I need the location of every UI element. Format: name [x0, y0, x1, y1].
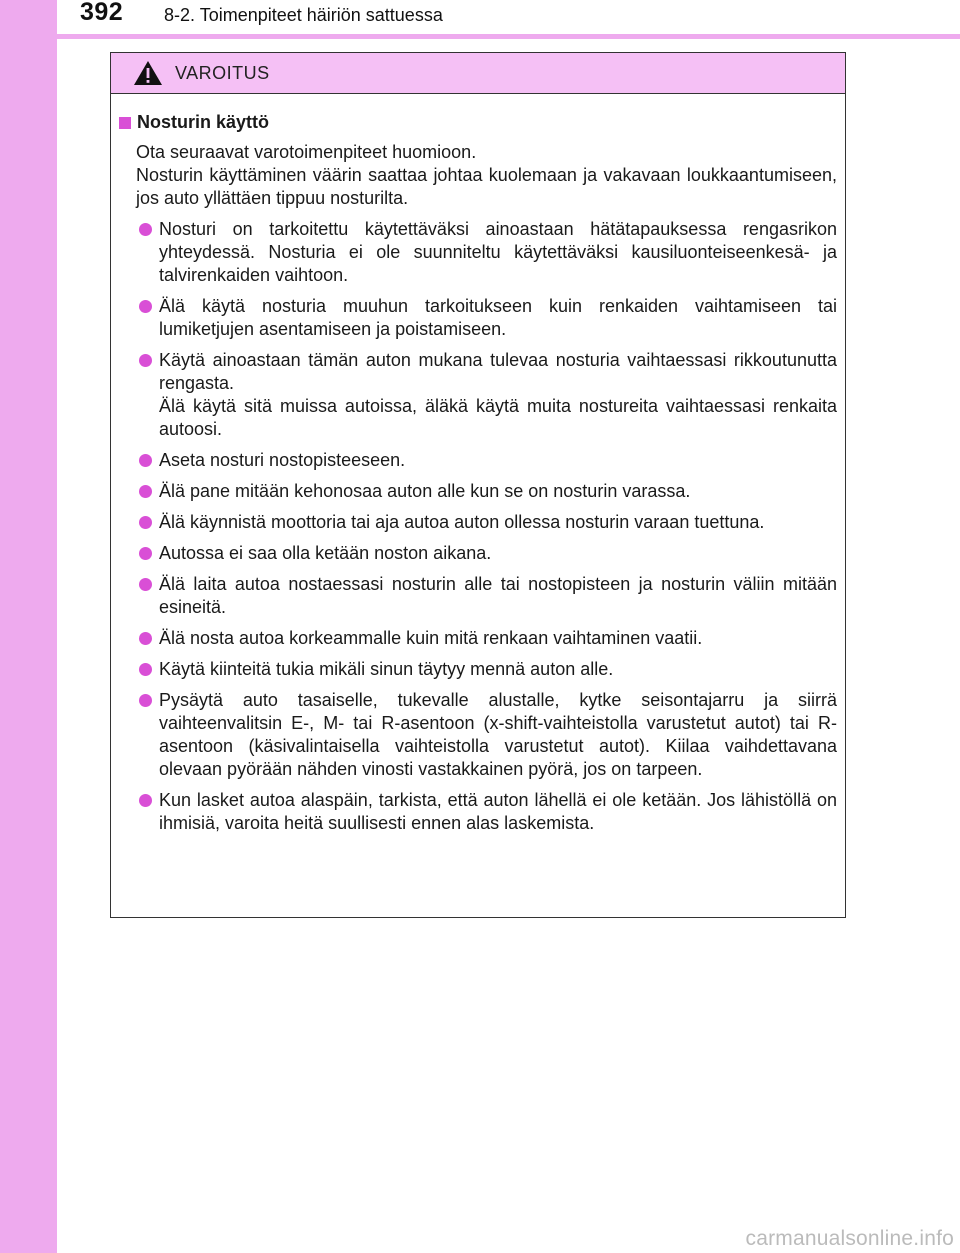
list-item-text: Kun lasket autoa alaspäin, tarkista, että auton lähellä ei ole ketään. Jos lähistöllä on ihmisiä, varoita heitä suullisesti ennen alas laskemista. — [159, 790, 837, 833]
warning-label: VAROITUS — [175, 62, 270, 83]
bullet-dot-icon — [139, 485, 152, 498]
intro-text — [119, 141, 837, 210]
bullet-dot-icon — [139, 547, 152, 560]
list-item-text: Älä käytä nosturia muuhun tarkoitukseen kuin renkaiden vaihtamiseen tai lumiketjujen asentamiseen ja poistamiseen. — [159, 296, 837, 339]
list-item-text: Nosturi on tarkoitettu käytettäväksi ainoastaan hätätapauksessa rengasrikon yhteydessä. Nosturia ei ole suunniteltu käytettäväksi kausiluonteiseenkesä- ja talvirenkaiden vaihtoon. — [159, 219, 837, 285]
square-bullet-icon — [119, 117, 131, 129]
list-item-text: Pysäytä auto tasaiselle, tukevalle alustalle, kytke seisontajarru ja siirrä vaihteenvalitsin E-, M- tai R-asentoon (x-shift-vaihteistolla varustetut autot) tai R-asentoon (käsivalintaisella vaihteistolla varustetut autot). Kiilaa vaihdettavana olevaan pyörään nähden vinosti vastakkainen pyörä, jos on tarpeen. — [159, 690, 837, 779]
sub-heading — [119, 112, 837, 133]
list-item-text: Autossa ei saa olla ketään noston aikana. — [159, 543, 492, 563]
bullet-dot-icon — [139, 632, 152, 645]
section-title: 8-2. Toimenpiteet häiriön sattuessa — [164, 5, 443, 25]
intro-line: Nosturin käyttäminen väärin saattaa johtaa kuolemaan ja vakavaan loukkaantumiseen, jos auto yllättäen tippuu nosturilta. — [136, 165, 837, 208]
warning-box — [110, 52, 846, 918]
list-item — [119, 349, 837, 441]
list-item-text: Käytä ainoastaan tämän auton mukana tulevaa nosturia vaihtaessasi rikkoutunutta rengasta. — [159, 350, 837, 393]
page-header — [0, 0, 960, 34]
list-item-text: Älä nosta autoa korkeammalle kuin mitä renkaan vaihtaminen vaatii. — [159, 628, 703, 648]
list-item-text: Älä laita autoa nostaessasi nosturin alle tai nostopisteen ja nosturin väliin mitään esineitä. — [159, 574, 837, 617]
list-item — [119, 789, 837, 835]
bullet-dot-icon — [139, 663, 152, 676]
bullet-dot-icon — [139, 223, 152, 236]
warning-triangle-icon — [133, 60, 163, 86]
page-number: 392 — [80, 0, 124, 26]
list-item — [119, 627, 837, 650]
sub-heading-text: Nosturin käyttö — [137, 112, 270, 132]
list-item — [119, 689, 837, 781]
list-item — [119, 573, 837, 619]
bullet-dot-icon — [139, 794, 152, 807]
list-item — [119, 449, 837, 472]
list-item — [119, 542, 837, 565]
list-item — [119, 480, 837, 503]
list-item — [119, 295, 837, 341]
list-item — [119, 218, 837, 287]
side-strip — [0, 0, 57, 1253]
bullet-dot-icon — [139, 354, 152, 367]
header-rule — [0, 34, 960, 39]
list-item — [119, 511, 837, 534]
watermark: carmanualsonline.info — [745, 1227, 954, 1250]
list-item-text: Käytä kiinteitä tukia mikäli sinun täytyy mennä auton alle. — [159, 659, 614, 679]
list-item-text: Älä pane mitään kehonosaa auton alle kun se on nosturin varassa. — [159, 481, 691, 501]
list-item — [119, 658, 837, 681]
list-item-text: Älä käynnistä moottoria tai aja autoa auton ollessa nosturin varaan tuettuna. — [159, 512, 765, 532]
warning-list — [119, 218, 837, 835]
list-item-text: Älä käytä sitä muissa autoissa, äläkä käytä muita nostureita vaihtaessasi renkaita autoosi. — [159, 396, 837, 439]
warning-header — [111, 53, 845, 94]
list-item-text: Aseta nosturi nostopisteeseen. — [159, 450, 406, 470]
bullet-dot-icon — [139, 300, 152, 313]
bullet-dot-icon — [139, 516, 152, 529]
bullet-dot-icon — [139, 578, 152, 591]
bullet-dot-icon — [139, 694, 152, 707]
warning-body — [111, 94, 845, 835]
intro-line: Ota seuraavat varotoimenpiteet huomioon. — [136, 142, 477, 162]
bullet-dot-icon — [139, 454, 152, 467]
